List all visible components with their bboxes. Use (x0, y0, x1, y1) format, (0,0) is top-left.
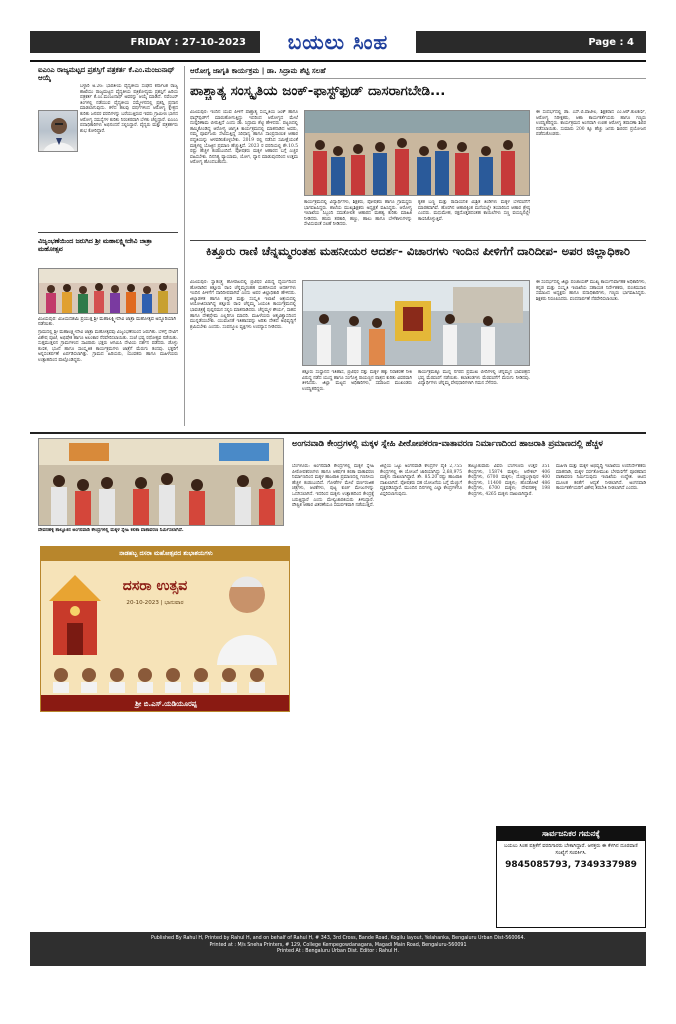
imprint-footer (30, 932, 646, 966)
top-story-photo (304, 110, 530, 196)
bottom-story-headline: ಅಂಗನವಾಡಿ ಕೇಂದ್ರಗಳಲ್ಲಿ ಮಕ್ಕಳ ಸ್ನೇಹಿ ಪೀಠೋಪಕರಣ-ವಾತಾವರಣ ನಿರ್ಮಾಣದಿಂದ ಹಾಜರಾತಿ ಪ್ರಮಾಣದಲ್ಲಿ ಹೆಚ್ಚಳ (292, 438, 603, 448)
mid-story-col2: ಕಿತ್ತೂರು ಸಂಸ್ಥಾನದ ಇತಿಹಾಸ, ಬ್ರಿಟಿಷರ ದತ್ತು ಮಕ್ಕಳ ಹಕ್ಕು ನಿರಾಕರಣೆ ನೀತಿ ವಿರುದ್ಧ ನಡೆದ ಯುದ್ಧ ಹಾಗೂ ಸಂಗೊಳ್ಳಿ ರಾಯಣ್ಣನ ಪಾತ್ರದ ಕುರಿತು ವಿವರವಾಗಿ ತಿಳಿಸಿದರು. ಜಿಲ್ಲಾ ಮಟ್ಟದ ಅಧಿಕಾರಿಗಳು, ಸಮಾಜದ ಮುಖಂಡರು ಉಪಸ್ಥಿತರಿದ್ದರು. (302, 370, 412, 392)
top-story-col1: ವಿಜಯಪುರ: ಇಂದಿನ ಯುವ ಪೀಳಿಗೆ ಪಾಶ್ಚಾತ್ಯ ಸಂಸ್ಕೃತಿಯ ಜಂಕ್ ಹಾಗೂ ಫಾಸ್ಟ್‌ಫುಡ್‌ಗೆ ಮಾರುಹೋಗುತ್ತಿದ್ದು ಇದರಿಂದ ಆರೋಗ್ಯದ ಮೇಲೆ ದುಷ್ಪರಿಣಾಮ ಬೀರುತ್ತಿದೆ ಎಂದು ಡಾ. ಸಿದ್ರಾಮ ಶೆಟ್ಟಿ ಹೇಳಿದರು. ಪಟ್ಟಣದಲ್ಲಿ ಹಮ್ಮಿಕೊಂಡಿದ್ದ ಆರೋಗ್ಯ ಜಾಗೃತಿ ಕಾರ್ಯಕ್ರಮದಲ್ಲಿ ಮಾತನಾಡಿದ ಅವರು, ನಮ್ಮ ಪೂರ್ವಜರು ಸೇವಿಸುತ್ತಿದ್ದ ಸಿರಿಧಾನ್ಯ ಹಾಗೂ ಸಾಂಪ್ರದಾಯಿಕ ಆಹಾರ ಪದ್ಧತಿಯನ್ನು ಅಳವಡಿಸಿಕೊಳ್ಳಬೇಕು. 2019 ರಲ್ಲಿ ನಡೆಸಿದ ಸಮೀಕ್ಷೆಯಂತೆ ಮಕ್ಕಳಲ್ಲಿ ಬೊಜ್ಜಿನ ಪ್ರಮಾಣ ಹೆಚ್ಚುತ್ತಿದೆ. 2023 ರ ವರದಿಯಲ್ಲಿ ಶೇ.10.5 ರಷ್ಟು ಹೆಚ್ಚಳ ಕಂಡುಬಂದಿದೆ. ಪೋಷಕರು ಮಕ್ಕಳ ಆಹಾರದ ಬಗ್ಗೆ ಎಚ್ಚರ ವಹಿಸಬೇಕು. ದಿನನಿತ್ಯ ವ್ಯಾಯಾಮ, ಯೋಗ, ಧ್ಯಾನ ಮಾಡುವುದರಿಂದ ಉತ್ತಮ ಆರೋಗ್ಯ ಹೊಂದಬಹುದು. (190, 110, 298, 166)
bottom-story-col2: ಜಿಲ್ಲೆಯ ಒಟ್ಟು ಅಂಗನವಾಡಿ ಕೇಂದ್ರಗಳ ಪೈಕಿ 2,755 ಕೇಂದ್ರಗಳಲ್ಲಿ ಈ ಯೋಜನೆ ಜಾರಿಯಾಗಿದ್ದು 2,68,975 ಮಕ್ಕಳು ದಾಖಲಾಗಿದ್ದಾರೆ. ಶೇ. 85.20 ರಷ್ಟು ಹಾಜರಾತಿ ದಾಖಲಾಗಿದೆ. ಪೋಷಕರು ಸಹ ಯೋಜನೆಯ ಬಗ್ಗೆ ಮೆಚ್ಚುಗೆ ವ್ಯಕ್ತಪಡಿಸಿದ್ದಾರೆ. ಮುಂದಿನ ದಿನಗಳಲ್ಲಿ ಎಲ್ಲಾ ಕೇಂದ್ರಗಳಿಗೂ ವಿಸ್ತರಿಸಲಾಗುವುದು. (380, 464, 462, 497)
left-top-story (38, 66, 178, 134)
issue-date: FRIDAY : 27-10-2023 (130, 36, 246, 48)
top-story-kicker: ಆರೋಗ್ಯ ಜಾಗೃತಿ ಕಾರ್ಯಕ್ರಮ | ಡಾ. ಸಿದ್ರಾಮ ಶೆಟ್ಟಿ ಸಲಹೆ (190, 66, 646, 79)
bottom-story-caption: ದೇವನಹಳ್ಳಿ ತಾಲ್ಲೂಕಿನ ಅಂಗನವಾಡಿ ಕೇಂದ್ರಗಳಲ್ಲಿ ಮಕ್ಕಳ ಸ್ನೇಹಿ ಕಲಿಕಾ ವಾತಾವರಣ ನಿರ್ಮಿಸಲಾಗಿದೆ. (38, 528, 184, 533)
divider (190, 240, 646, 241)
divider (38, 232, 178, 233)
notice-body: ಬಯಲು ಸಿಂಹ ಪತ್ರಿಕೆಗೆ ವರದಿಗಾರರು ಬೇಕಾಗಿದ್ದಾರೆ. ಆಸಕ್ತರು ಈ ಕೆಳಗಿನ ದೂರವಾಣಿ ಸಂಖ್ಯೆಗೆ ಸಂಪರ್ಕಿಸಿ. (504, 843, 638, 856)
jatre-photo (38, 268, 178, 314)
masthead (30, 26, 646, 58)
newspaper-page (30, 26, 646, 966)
bottom-story (292, 438, 646, 449)
footer-line-3: Printed At : Bengaluru Urban Dist. Editor : Rahul H. (277, 949, 399, 955)
top-story-col2: ಕಾರ್ಯಕ್ರಮದಲ್ಲಿ ವಿದ್ಯಾರ್ಥಿಗಳು, ಶಿಕ್ಷಕರು, ಪೋಷಕರು ಹಾಗೂ ಗ್ರಾಮಸ್ಥರು ಭಾಗವಹಿಸಿದ್ದರು. ಶಾಲೆಯ ಮುಖ್ಯಶಿಕ್ಷಕರು ಅಧ್ಯಕ್ಷತೆ ವಹಿಸಿದ್ದರು. ಆರೋಗ್ಯ ಇಲಾಖೆಯ ಸಿಬ್ಬಂದಿ ಸಮತೋಲಿತ ಆಹಾರದ ಮಹತ್ವ ಕುರಿತು ಮಾಹಿತಿ ನೀಡಿದರು. ಹಸಿರು ತರಕಾರಿ, ಹಣ್ಣು, ಹಾಲು ಹಾಗೂ ಬೇಳೆಕಾಳುಗಳನ್ನು ಸೇವಿಸುವಂತೆ ಸಲಹೆ ನೀಡಿದರು. (304, 200, 412, 228)
ad-dates: 20-10-2023 | ಭಾನುವಾರ (126, 600, 184, 606)
anganwadi-photo-icon (39, 439, 284, 526)
bottom-story-photo (38, 438, 284, 526)
left-top-headline: ಐಎಂಎ ರಾಜ್ಯಮಟ್ಟದ ಪ್ರಶಸ್ತಿಗೆ ಪತ್ರಕರ್ತ ಕೆ.ಎಂ.ಮಂಜುನಾಥ್ ಆಯ್ಕೆ (38, 66, 175, 83)
divider (30, 432, 646, 434)
newspaper-logo: ಬಯಲು ಸಿಂಹ (287, 30, 389, 54)
notice-title: ಸಾರ್ವಜನಿಕರ ಗಮನಕ್ಕೆ (497, 827, 645, 841)
bottom-story-col1: ಬೆಂಗಳೂರು: ಅಂಗನವಾಡಿ ಕೇಂದ್ರಗಳಲ್ಲಿ ಮಕ್ಕಳ ಸ್ನೇಹಿ ಪೀಠೋಪಕರಣಗಳು ಹಾಗೂ ಆಕರ್ಷಕ ಕಲಿಕಾ ವಾತಾವರಣ ನಿರ್ಮಾಣದಿಂದ ಮಕ್ಕಳ ಹಾಜರಾತಿ ಪ್ರಮಾಣದಲ್ಲಿ ಗಣನೀಯ ಹೆಚ್ಚಳ ಕಂಡುಬಂದಿದೆ. ಗೋಡೆಗಳ ಮೇಲೆ ವರ್ಣರಂಜಿತ ಚಿತ್ರಗಳು, ಆಟಿಕೆಗಳು, ಪುಟ್ಟ ಕುರ್ಚಿ ಮೇಜುಗಳನ್ನು ಒದಗಿಸಲಾಗಿದೆ. ಇದರಿಂದ ಮಕ್ಕಳು ಉತ್ಸಾಹದಿಂದ ಕೇಂದ್ರಕ್ಕೆ ಬರುತ್ತಿದ್ದಾರೆ ಎಂದು ಮೇಲ್ವಿಚಾರಕಿಯರು ತಿಳಿಸಿದ್ದಾರೆ. ಪೌಷ್ಟಿಕ ಆಹಾರ ವಿತರಣೆಯೂ ಸಮರ್ಪಕವಾಗಿ ನಡೆಯುತ್ತಿದೆ. (292, 464, 374, 509)
elephant-palace-icon (47, 569, 103, 659)
mid-story-photo (302, 280, 530, 366)
masthead-rule (30, 60, 646, 62)
notice-phone: 9845085793, 7349337989 (505, 860, 637, 870)
left-top-body-wrap (38, 84, 178, 230)
crowd-photo-icon (39, 269, 178, 314)
left-top-body: ಬಳ್ಳಾರಿ ಅ.26: ಭಾರತೀಯ ವೈದ್ಯಕೀಯ ಸಂಘದ ಕರ್ನಾಟಕ ರಾಜ್ಯ ಶಾಖೆಯು ರಾಜ್ಯಮಟ್ಟದ ವೈದ್ಯಕೀಯ ಪತ್ರಿಕೋದ್ಯಮ ಪ್ರಶಸ್ತಿಗೆ ಹಿರಿಯ ಪತ್ರಕರ್ತ ಕೆ.ಎಂ.ಮಂಜುನಾಥ್ ಅವರನ್ನು ಆಯ್ಕೆ ಮಾಡಿದೆ. ನವೆಂಬರ್ ತಿಂಗಳಲ್ಲಿ ನಡೆಯುವ ವೈದ್ಯಕೀಯ ಸಮ್ಮೇಳನದಲ್ಲಿ ಪ್ರಶಸ್ತಿ ಪ್ರದಾನ ಮಾಡಲಾಗುವುದು. ಕಳೆದ ಹಲವು ವರ್ಷಗಳಿಂದ ಆರೋಗ್ಯ ಕ್ಷೇತ್ರದ ಕುರಿತು ಜನಪರ ವರದಿಗಳನ್ನು ಬರೆಯುತ್ತಿರುವ ಇವರು ಗ್ರಾಮೀಣ ಭಾಗದ ಆರೋಗ್ಯ ಸಮಸ್ಯೆಗಳ ಕುರಿತು ನಿರಂತರವಾಗಿ ಬೆಳಕು ಚೆಲ್ಲಿದ್ದಾರೆ. ಐಎಂಎ ಪದಾಧಿಕಾರಿಗಳು ಅಭಿನಂದನೆ ಸಲ್ಲಿಸಿದ್ದಾರೆ. ವೈದ್ಯರು ಮತ್ತು ಪತ್ರಕರ್ತರು ಶುಭ ಕೋರಿದ್ದಾರೆ. (80, 84, 178, 134)
left-mid-caption: ವಿಜಯಪುರ: ವಿಜಯದಶಮಿ ಪ್ರಯುಕ್ತ ಶ್ರೀ ಮಹಾಲಕ್ಷ್ಮೀದೇವಿ ಜಾತ್ರಾ ಮಹೋತ್ಸವ ಅದ್ದೂರಿಯಾಗಿ ನಡೆಯಿತು. (38, 317, 177, 328)
ad-sponsor: ಶ್ರೀ ಬಿ.ಎಸ್.ಯಡಿಯೂರಪ್ಪ (41, 695, 290, 712)
dignitary-portraits-icon (47, 665, 285, 693)
top-story (190, 66, 646, 100)
mid-story-col1: ವಿಜಯಪುರ: ಸ್ವಾತಂತ್ರ್ಯ ಹೋರಾಟದಲ್ಲಿ ಬ್ರಿಟಿಷರ ವಿರುದ್ಧ ಧೈರ್ಯದಿಂದ ಹೋರಾಡಿದ ಕಿತ್ತೂರು ರಾಣಿ ಚೆನ್ನಮ್ಮರಂತಹ ಮಹನೀಯರ ಆದರ್ಶಗಳು ಇಂದಿನ ಪೀಳಿಗೆಗೆ ದಾರಿದೀಪವಾಗಿವೆ ಎಂದು ಅಪರ ಜಿಲ್ಲಾಧಿಕಾರಿ ಹೇಳಿದರು. ಜಿಲ್ಲಾಡಳಿತ ಹಾಗೂ ಕನ್ನಡ ಮತ್ತು ಸಂಸ್ಕೃತಿ ಇಲಾಖೆ ಆಶ್ರಯದಲ್ಲಿ ಆಯೋಜಿಸಲಾಗಿದ್ದ ಕಿತ್ತೂರು ರಾಣಿ ಚೆನ್ನಮ್ಮ ಜಯಂತಿ ಕಾರ್ಯಕ್ರಮದಲ್ಲಿ ಭಾವಚಿತ್ರಕ್ಕೆ ಪುಷ್ಪನಮನ ಸಲ್ಲಿಸಿ ಮಾತನಾಡಿದರು. ಚೆನ್ನಮ್ಮಳ ಶೌರ್ಯ, ಸಾಹಸ ಹಾಗೂ ದೇಶಪ್ರೇಮ ಎಲ್ಲರಿಗೂ ಮಾದರಿ. ಮಹಿಳೆಯರು ಆತ್ಮವಿಶ್ವಾಸದಿಂದ ಮುನ್ನಡೆಯಬೇಕು. ಯುವಜನತೆ ಇತಿಹಾಸವನ್ನು ಅರಿತು ದೇಶದ ಅಭಿವೃದ್ಧಿಗೆ ಶ್ರಮಿಸಬೇಕು ಎಂದರು. ಸಂಪನ್ಮೂಲ ವ್ಯಕ್ತಿಗಳು ಉಪನ್ಯಾಸ ನೀಡಿದರು. (190, 280, 296, 330)
bottom-story-col3: ತಾಲ್ಲೂಕುವಾರು ವಿವರ: ಬೆಂಗಳೂರು ಉತ್ತರ 351 ಕೇಂದ್ರಗಳು, 15874 ಮಕ್ಕಳು; ಆನೇಕಲ್ 406 ಕೇಂದ್ರಗಳು, 6700 ಮಕ್ಕಳು; ದೊಡ್ಡಬಳ್ಳಾಪುರ 400 ಕೇಂದ್ರಗಳು, 11400 ಮಕ್ಕಳು; ಹೊಸಕೋಟೆ 486 ಕೇಂದ್ರಗಳು, 6700 ಮಕ್ಕಳು; ದೇವನಹಳ್ಳಿ 198 ಕೇಂದ್ರಗಳು, 4265 ಮಕ್ಕಳು ದಾಖಲಾಗಿದ್ದಾರೆ. (468, 464, 550, 497)
bottom-story-col4: ಮಹಿಳಾ ಮತ್ತು ಮಕ್ಕಳ ಅಭಿವೃದ್ಧಿ ಇಲಾಖೆಯ ಉಪನಿರ್ದೇಶಕರು ಮಾತನಾಡಿ, ಮಕ್ಕಳ ಸರ್ವತೋಮುಖ ಬೆಳವಣಿಗೆಗೆ ಪೂರಕವಾದ ವಾತಾವರಣ ನಿರ್ಮಿಸುವುದು ಇಲಾಖೆಯ ಉದ್ದೇಶ. ಆಟದ ಮೂಲಕ ಕಲಿಕೆಗೆ ಆದ್ಯತೆ ನೀಡಲಾಗಿದೆ. ಅಂಗನವಾಡಿ ಕಾರ್ಯಕರ್ತೆಯರಿಗೆ ವಿಶೇಷ ತರಬೇತಿ ನೀಡಲಾಗಿದೆ ಎಂದರು. (556, 464, 646, 492)
left-mid-story (38, 238, 178, 254)
top-story-headline: ಪಾಶ್ಚಾತ್ಯ ಸಂಸ್ಕೃತಿಯ ಜಂಕ್-ಫಾಸ್ಟ್‌ಫುಡ್ ದಾಸರಾಗಬೇಡಿ... (190, 83, 446, 99)
footer-line-1: Published By Rahul H, Printed by Rahul H, and on behalf of Rahul H, # 343, 3rd Cross, Bande Road, Kogilu layout, Yelahanka, Bengaluru Urban Dist-560064. (150, 936, 526, 941)
footer-line-2: Printed at : M/s Sneha Printers, # 129, College Kempegowdanagara, Magadi Main Road, Bengaluru-560091 (209, 942, 467, 948)
mid-story (190, 244, 646, 259)
audience-photo-icon (305, 111, 530, 196)
page-number: Page : 4 (588, 36, 634, 48)
mid-story-col4: ಈ ಸಂದರ್ಭದಲ್ಲಿ ಜಿಲ್ಲಾ ಪಂಚಾಯತ್ ಮುಖ್ಯ ಕಾರ್ಯನಿರ್ವಾಹಕ ಅಧಿಕಾರಿಗಳು, ಕನ್ನಡ ಮತ್ತು ಸಂಸ್ಕೃತಿ ಇಲಾಖೆಯ ಸಹಾಯಕ ನಿರ್ದೇಶಕರು, ಪಂಚಮಸಾಲಿ ಸಮಾಜದ ಅಧ್ಯಕ್ಷರು ಹಾಗೂ ಪದಾಧಿಕಾರಿಗಳು, ಗಣ್ಯರು ಭಾಗವಹಿಸಿದ್ದರು. ಶಿಕ್ಷಕರು ನಿರೂಪಿಸಿದರು. ವಂದನಾರ್ಪಣೆ ನೆರವೇರಿಸಲಾಯಿತು. (536, 280, 646, 302)
dasara-advertisement (40, 546, 290, 712)
masthead-date-bar (30, 31, 260, 53)
left-mid-body: ಗ್ರಾಮದಲ್ಲಿ ಶ್ರೀ ಮಹಾಲಕ್ಷ್ಮೀದೇವಿ ಜಾತ್ರಾ ಮಹೋತ್ಸವವು ವಿಜೃಂಭಣೆಯಿಂದ ಜರುಗಿತು. ಬೆಳಿಗ್ಗೆ ದೇವಿಗೆ ವಿಶೇಷ ಪೂಜೆ, ಅಭಿಷೇಕ ಹಾಗೂ ಅಲಂಕಾರ ನೆರವೇರಿಸಲಾಯಿತು. ಸಂಜೆ ಭವ್ಯ ರಥೋತ್ಸವ ನಡೆಯಿತು. ಸುತ್ತಮುತ್ತಲಿನ ಗ್ರಾಮಗಳಿಂದ ಸಾವಿರಾರು ಭಕ್ತರು ಆಗಮಿಸಿ ದೇವಿಯ ದರ್ಶನ ಪಡೆದರು. ಡೊಳ್ಳು ಕುಣಿತ, ಭಜನೆ ಹಾಗೂ ಸಾಂಸ್ಕೃತಿಕ ಕಾರ್ಯಕ್ರಮಗಳು ಜಾತ್ರೆಗೆ ಮೆರುಗು ತಂದವು. ಭಕ್ತರಿಗೆ ಅನ್ನಸಂತರ್ಪಣೆ ಏರ್ಪಡಿಸಲಾಗಿತ್ತು. ಗ್ರಾಮದ ಹಿರಿಯರು, ಯುವಕರು ಹಾಗೂ ಮಹಿಳೆಯರು ಉತ್ಸಾಹದಿಂದ ಪಾಲ್ಗೊಂಡಿದ್ದರು. (38, 330, 178, 363)
left-mid-headline: ವಿಜೃಂಭಣೆಯಿಂದ ಜರುಗಿದ ಶ್ರೀ ಮಹಾಲಕ್ಷ್ಮೀದೇವಿ ಜಾತ್ರಾ ಮಹೋತ್ಸವ (38, 237, 153, 253)
mid-story-headline: ಕಿತ್ತೂರು ರಾಣಿ ಚೆನ್ನಮ್ಮರಂತಹ ಮಹನೀಯರ ಆದರ್ಶ- ವಿಚಾರಗಳು ಇಂದಿನ ಪೀಳಿಗೆಗೆ ದಾರಿದೀಪ- ಅಪರ ಜಿಲ್ಲಾಧಿಕಾರಿ (206, 244, 630, 258)
procession-photo-icon (303, 281, 530, 366)
masthead-page-bar (416, 31, 646, 53)
column-divider (184, 66, 185, 426)
ad-top-line: ನಾಡಹಬ್ಬ ದಸರಾ ಮಹೋತ್ಸವದ ಶುಭಾಶಯಗಳು (41, 547, 290, 561)
leader-portrait-icon (209, 565, 285, 665)
ad-portrait-row (47, 665, 285, 693)
top-story-col4: ಈ ಸಂದರ್ಭದಲ್ಲಿ ಡಾ. ಎಸ್.ಬಿ.ಪಾಟೀಲ, ಶಿಕ್ಷಕರಾದ ಎಂ.ಆರ್.ಕುಲಕರ್ಣಿ, ಆರೋಗ್ಯ ನಿರೀಕ್ಷಕರು, ಆಶಾ ಕಾರ್ಯಕರ್ತೆಯರು ಹಾಗೂ ಗಣ್ಯರು ಉಪಸ್ಥಿತರಿದ್ದರು. ಕಾರ್ಯಕ್ರಮದ ಅಂಗವಾಗಿ ಉಚಿತ ಆರೋಗ್ಯ ತಪಾಸಣಾ ಶಿಬಿರ ನಡೆಸಲಾಯಿತು. ಸುಮಾರು 200 ಕ್ಕೂ ಹೆಚ್ಚು ಜನರು ಶಿಬಿರದ ಪ್ರಯೋಜನ ಪಡೆದುಕೊಂಡರು. (536, 110, 646, 138)
mid-story-col3: ಕಾರ್ಯಕ್ರಮಕ್ಕೂ ಮುನ್ನ ನಗರದ ಪ್ರಮುಖ ಬೀದಿಗಳಲ್ಲಿ ಚೆನ್ನಮ್ಮನ ಭಾವಚಿತ್ರದ ಭವ್ಯ ಮೆರವಣಿಗೆ ನಡೆಯಿತು. ಕಲಾತಂಡಗಳು ಮೆರವಣಿಗೆಗೆ ಮೆರುಗು ನೀಡಿದವು. ವಿದ್ಯಾರ್ಥಿಗಳು ಚೆನ್ನಮ್ಮ ವೇಷಧಾರಿಗಳಾಗಿ ಗಮನ ಸೆಳೆದರು. (418, 370, 530, 387)
public-notice-box (496, 826, 646, 928)
top-story-col3: ಕೃತಕ ಬಣ್ಣ ಮತ್ತು ರಾಸಾಯನಿಕ ಮಿಶ್ರಿತ ತಿಂಡಿಗಳು ಮಕ್ಕಳ ಬೆಳವಣಿಗೆಗೆ ಮಾರಕವಾಗಿವೆ. ಹೊರಗಿನ ಆಹಾರಕ್ಕಿಂತ ಮನೆಯಲ್ಲೇ ತಯಾರಿಸಿದ ಆಹಾರ ಶ್ರೇಷ್ಠ ಎಂದರು. ಮಧುಮೇಹ, ರಕ್ತದೊತ್ತಡದಂತಹ ಕಾಯಿಲೆಗಳು ಸಣ್ಣ ವಯಸ್ಸಿನಲ್ಲೇ ಕಾಣಿಸಿಕೊಳ್ಳುತ್ತಿವೆ. (418, 200, 530, 222)
ad-title: ದಸರಾ ಉತ್ಸವ (122, 578, 188, 594)
